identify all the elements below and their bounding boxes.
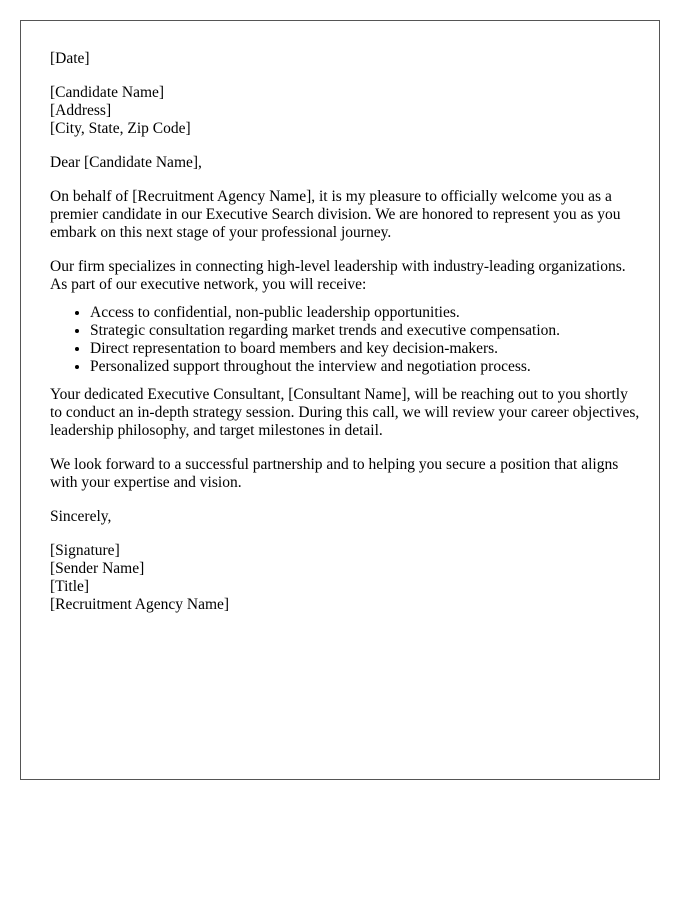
recipient-address: [Address] (50, 102, 112, 119)
date-block (50, 50, 642, 68)
signature: [Signature] (50, 542, 120, 559)
signature-block (50, 542, 642, 614)
list-item: • Access to confidential, non-public leadership opportunities. (90, 304, 642, 322)
recipient-address-block (50, 84, 642, 138)
list-item: • Personalized support throughout the interview and negotiation process. (90, 358, 642, 376)
benefits-list (50, 304, 642, 376)
sender-agency: [Recruitment Agency Name] (50, 596, 230, 613)
letter-page (20, 20, 660, 780)
sender-name: [Sender Name] (50, 560, 145, 577)
recipient-city-state-zip: [City, State, Zip Code] (50, 120, 191, 137)
letter-date: [Date] (50, 50, 90, 67)
services-intro-paragraph: Our firm specializes in connecting high-level leadership with industry-leading organizations. As part of our executive network, you will receive: (50, 258, 626, 293)
closing-paragraph: We look forward to a successful partnership and to helping you secure a position that aligns with your expertise and vision. (50, 456, 619, 491)
consultant-paragraph: Your dedicated Executive Consultant, [Consultant Name], will be reaching out to you shortly to conduct an in-depth strategy session. During this call, we will review your career objectives, leadership philosophy, and target milestones in detail. (50, 386, 640, 439)
recipient-name: [Candidate Name] (50, 84, 165, 101)
signoff: Sincerely, (50, 508, 112, 525)
list-item: • Strategic consultation regarding market trends and executive compensation. (90, 322, 642, 340)
list-item: • Direct representation to board members and key decision-makers. (90, 340, 642, 358)
sender-title: [Title] (50, 578, 90, 595)
letter-content (50, 50, 642, 630)
salutation: Dear [Candidate Name], (50, 154, 202, 171)
intro-paragraph: On behalf of [Recruitment Agency Name], it is my pleasure to officially welcome you as a premier candidate in our Executive Search division. We are honored to represent you as you embark on this next stage of your professional journey. (50, 188, 621, 241)
